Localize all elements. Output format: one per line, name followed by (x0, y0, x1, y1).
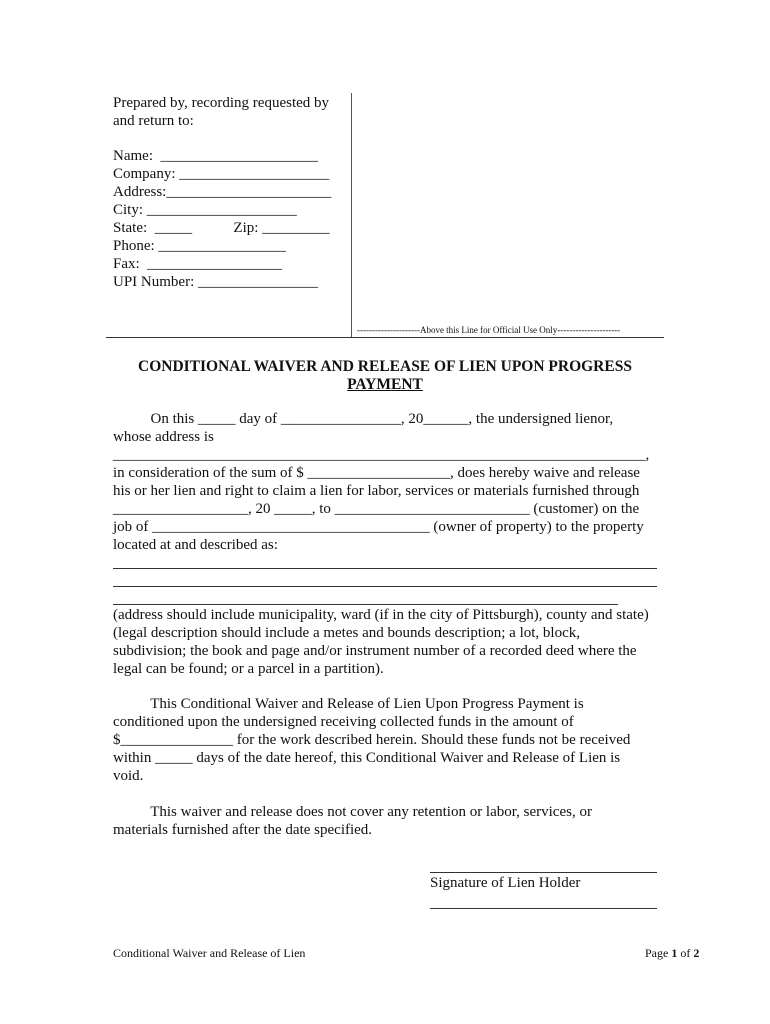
page-number (645, 946, 699, 961)
header-divider-vertical (351, 93, 352, 337)
para1-line3: _______________________________________________________________________, (113, 447, 650, 463)
state-zip-field: State: _____ Zip: _________ (113, 220, 330, 236)
page-prefix: Page (645, 946, 672, 960)
footer-title: Conditional Waiver and Release of Lien (113, 946, 306, 960)
page-total: 2 (693, 946, 700, 960)
title-line2: PAYMENT (347, 376, 423, 393)
fax-field: Fax: __________________ (113, 256, 283, 272)
page-current: 1 (671, 946, 678, 960)
para1-line2: whose address is (113, 429, 214, 445)
para2-line4: legal can be found; or a parcel in a partition). (113, 661, 384, 677)
phone-field: Phone: _________________ (113, 238, 286, 254)
property-blank-line-1 (113, 568, 657, 569)
name-field: Name: _____________________ (113, 148, 318, 164)
para1-line1: On this _____ day of ________________, 20______, the undersigned lienor, (113, 411, 614, 427)
signature-second-line (430, 908, 657, 909)
para4-line2: materials furnished after the date specified. (113, 822, 373, 838)
para1-line6: __________________, 20 _____, to __________________________ (customer) on the (113, 501, 640, 517)
prepared-by-line1: Prepared by, recording requested by (113, 95, 330, 111)
para1-line8: located at and described as: (113, 537, 278, 553)
title-line1: CONDITIONAL WAIVER AND RELEASE OF LIEN UPON PROGRESS (138, 358, 632, 375)
signature-label: Signature of Lien Holder (430, 875, 581, 891)
para2-line3: subdivision; the book and page and/or instrument number of a recorded deed where the (113, 643, 637, 659)
para3-line3: $_______________ for the work described herein. Should these funds not be received (113, 732, 631, 748)
para3-line4: within _____ days of the date hereof, this Conditional Waiver and Release of Lien is (113, 750, 621, 766)
para1-line7: job of _____________________________________ (owner of property) to the property (113, 519, 644, 535)
para3-line2: conditioned upon the undersigned receiving collected funds in the amount of (113, 714, 574, 730)
page-of: of (677, 946, 694, 960)
company-field: Company: ____________________ (113, 166, 330, 182)
official-use-label: ---------------------Above this Line for Official Use Only--------------------- (357, 325, 621, 335)
upi-number-field: UPI Number: ________________ (113, 274, 318, 290)
document-title (100, 358, 670, 394)
property-blank-line-3 (113, 604, 618, 605)
property-blank-line-2 (113, 586, 657, 587)
para2-line1: (address should include municipality, ward (if in the city of Pittsburgh), county and state) (113, 607, 649, 623)
para2-line2: (legal description should include a metes and bounds description; a lot, block, (113, 625, 580, 641)
signature-line (430, 872, 657, 873)
para4-line1: This waiver and release does not cover any retention or labor, services, or (113, 804, 592, 820)
address-field: Address:______________________ (113, 184, 332, 200)
para1-line4: in consideration of the sum of $ ___________________, does hereby waive and release (113, 465, 640, 481)
city-field: City: ____________________ (113, 202, 297, 218)
para3-line5: void. (113, 768, 144, 784)
para1-line5: his or her lien and right to claim a lien for labor, services or materials furnished through (113, 483, 640, 499)
para3-line1: This Conditional Waiver and Release of Lien Upon Progress Payment is (113, 696, 584, 712)
prepared-by-line2: and return to: (113, 113, 194, 129)
header-divider-horizontal (106, 337, 664, 338)
